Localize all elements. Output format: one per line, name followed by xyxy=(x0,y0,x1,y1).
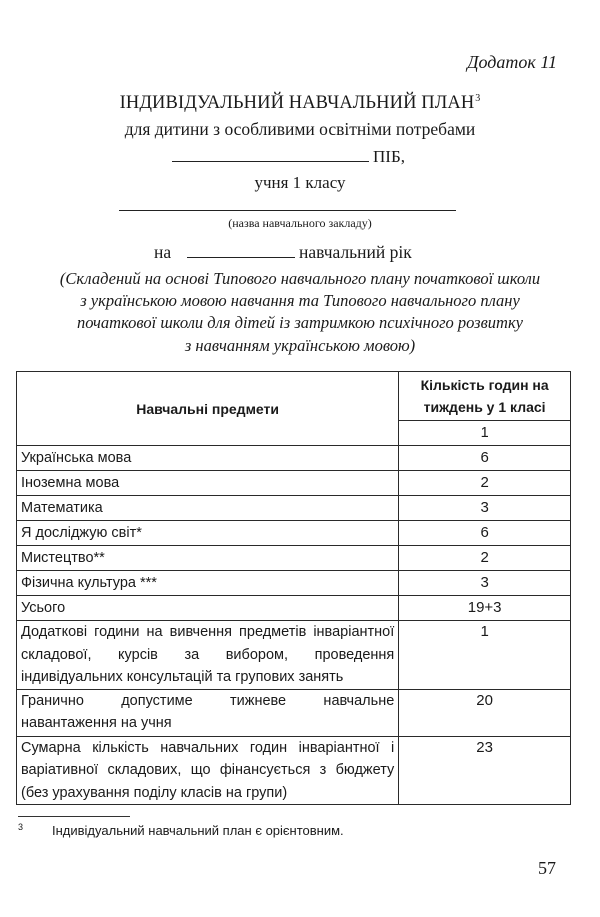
table-row xyxy=(17,496,571,521)
header-subjects: Навчальні предмети xyxy=(17,372,399,446)
hours-cell: 2 xyxy=(399,471,571,496)
title-footnote-mark: 3 xyxy=(475,93,481,104)
footnote-mark: 3 xyxy=(18,822,24,832)
footnote-text: Індивідуальний навчальний план є орієнтовним. xyxy=(52,823,344,838)
pib-label: ПІБ, xyxy=(373,147,405,166)
subject-cell: Математика xyxy=(17,496,399,521)
pib-blank-line xyxy=(172,161,369,162)
hours-cell: 3 xyxy=(399,571,571,596)
table-row-budget-total xyxy=(17,736,571,805)
subject-cell: Іноземна мова xyxy=(17,471,399,496)
subject-cell: Сумарна кількість навчальних годин інваріантної і варіативної складових, що фінансується з бюджету (без урахування поділу класів на групи) xyxy=(17,736,399,805)
note-line: з навчанням українською мовою) xyxy=(184,335,416,355)
hours-cell: 6 xyxy=(399,446,571,471)
header-hours: Кількість годин на тиждень у 1 класі xyxy=(399,372,571,421)
note-line: з українською мовою навчання та Типового навчального плану xyxy=(80,291,520,311)
table-row xyxy=(17,571,571,596)
subject-cell: Я досліджую світ* xyxy=(17,521,399,546)
subject-cell: Мистецтво** xyxy=(17,546,399,571)
table-row-max-load xyxy=(17,689,571,736)
hours-cell: 20 xyxy=(399,689,571,736)
year-prefix: на xyxy=(154,242,172,262)
table-row xyxy=(17,471,571,496)
note-line: початкової школи для дітей із затримкою психічного розвитку xyxy=(76,313,523,333)
hours-cell: 19+3 xyxy=(399,596,571,621)
subject-cell: Українська мова xyxy=(17,446,399,471)
year-blank-line xyxy=(187,257,295,258)
hours-cell: 23 xyxy=(399,736,571,805)
page-number: 57 xyxy=(538,858,556,878)
hours-cell: 1 xyxy=(399,621,571,690)
table-row xyxy=(17,446,571,471)
table-row xyxy=(17,521,571,546)
subject-cell: Фізична культура *** xyxy=(17,571,399,596)
plan-subtitle: для дитини з особливими освітніми потребами xyxy=(124,119,476,139)
table-row-total xyxy=(17,596,571,621)
table-row xyxy=(17,546,571,571)
pupil-class-line: учня 1 класу xyxy=(254,173,346,192)
header-grade: 1 xyxy=(399,421,571,446)
subject-cell: Гранично допустиме тижневе навчальне навантаження на учня xyxy=(17,689,399,736)
plan-title-text: ІНДИВІДУАЛЬНИЙ НАВЧАЛЬНИЙ ПЛАН xyxy=(119,93,475,113)
hours-cell: 3 xyxy=(399,496,571,521)
table-header-row xyxy=(17,372,571,421)
footnote-divider xyxy=(18,816,130,817)
appendix-label: Додаток 11 xyxy=(467,52,557,72)
plan-title xyxy=(0,93,600,114)
curriculum-table xyxy=(16,371,571,805)
table-row-additional xyxy=(17,621,571,690)
subject-cell: Додаткові години на вивчення предметів інваріантної складової, курсів за вибором, проведення індивідуальних консультацій та групових занять xyxy=(17,621,399,690)
year-suffix: навчальний рік xyxy=(299,242,412,262)
subject-cell: Усього xyxy=(17,596,399,621)
hours-cell: 6 xyxy=(399,521,571,546)
school-caption: (назва навчального закладу) xyxy=(228,216,372,230)
school-blank-line xyxy=(119,210,456,211)
compilation-note xyxy=(20,268,580,357)
hours-cell: 2 xyxy=(399,546,571,571)
note-line: (Складений на основі Типового навчального плану початкової школи xyxy=(59,269,541,288)
